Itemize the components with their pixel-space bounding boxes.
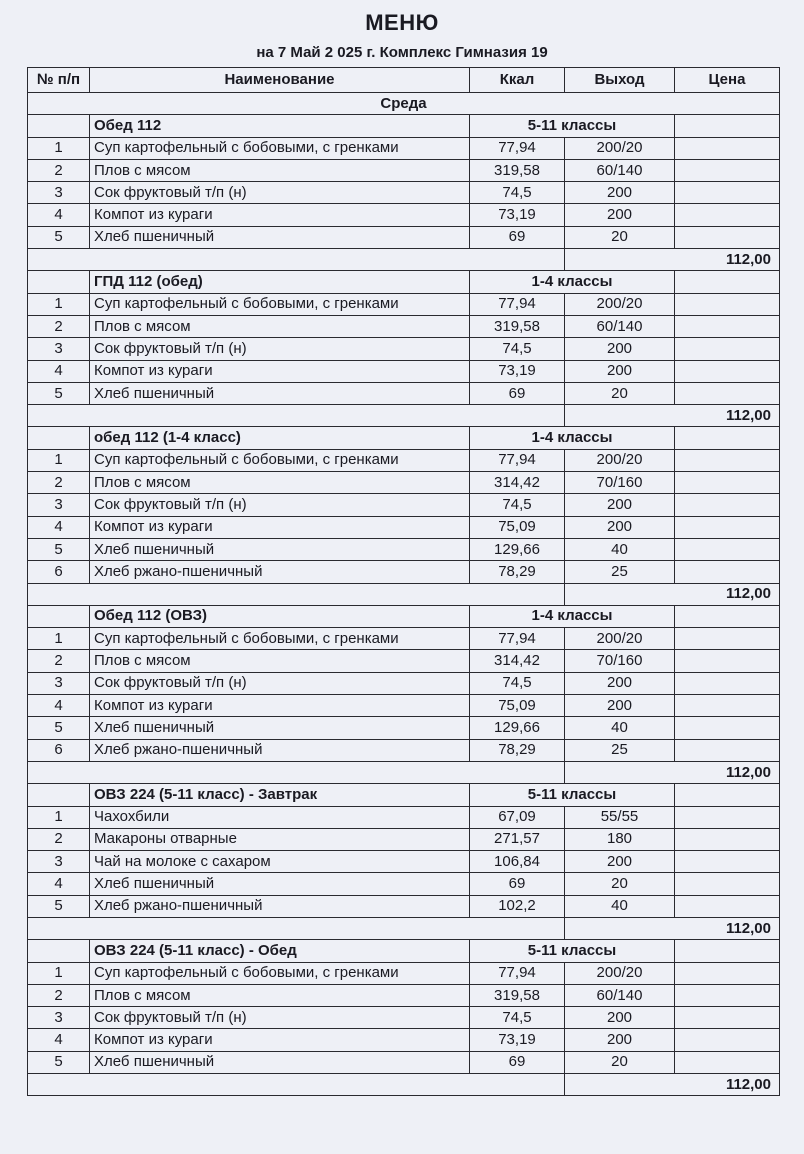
table-row (28, 806, 780, 828)
item-name: Компот из кураги (90, 516, 470, 538)
header-price: Цена (675, 68, 780, 93)
item-name: Суп картофельный с бобовыми, с гренками (90, 137, 470, 159)
item-price (675, 338, 780, 360)
item-name: Суп картофельный с бобовыми, с гренками (90, 293, 470, 315)
item-name: Хлеб пшеничный (90, 538, 470, 560)
item-num: 3 (28, 494, 90, 516)
item-name: Хлеб ржано-пшеничный (90, 895, 470, 917)
section-header-row (28, 605, 780, 627)
item-num: 3 (28, 182, 90, 204)
item-kcal: 319,58 (470, 984, 565, 1006)
table-row (28, 561, 780, 583)
section-name: Обед 112 (90, 115, 470, 137)
table-row (28, 672, 780, 694)
item-kcal: 78,29 (470, 739, 565, 761)
item-kcal: 74,5 (470, 494, 565, 516)
item-name: Плов с мясом (90, 984, 470, 1006)
item-num: 1 (28, 137, 90, 159)
section-total: 112,00 (565, 249, 780, 271)
item-out: 200 (565, 695, 675, 717)
section-group: 5-11 классы (470, 784, 675, 806)
item-price (675, 1007, 780, 1029)
item-name: Сок фруктовый т/п (н) (90, 1007, 470, 1029)
section-header-row (28, 271, 780, 293)
item-out: 70/160 (565, 650, 675, 672)
item-kcal: 73,19 (470, 1029, 565, 1051)
header-num: № п/п (28, 68, 90, 93)
item-num: 1 (28, 806, 90, 828)
item-num: 3 (28, 672, 90, 694)
item-price (675, 538, 780, 560)
section-price-cell (675, 784, 780, 806)
section-name: обед 112 (1-4 класс) (90, 427, 470, 449)
table-row (28, 717, 780, 739)
section-num-cell (28, 940, 90, 962)
item-num: 5 (28, 895, 90, 917)
item-out: 60/140 (565, 159, 675, 181)
menu-table (27, 67, 780, 1096)
item-kcal: 77,94 (470, 962, 565, 984)
table-row (28, 449, 780, 471)
item-name: Компот из кураги (90, 695, 470, 717)
table-row (28, 538, 780, 560)
item-name: Суп картофельный с бобовыми, с гренками (90, 962, 470, 984)
section-total-row (28, 249, 780, 271)
item-name: Сок фруктовый т/п (н) (90, 182, 470, 204)
item-kcal: 106,84 (470, 851, 565, 873)
item-kcal: 73,19 (470, 204, 565, 226)
section-num-cell (28, 271, 90, 293)
item-kcal: 75,09 (470, 695, 565, 717)
item-out: 25 (565, 561, 675, 583)
section-header-row (28, 115, 780, 137)
header-row (28, 68, 780, 93)
table-row (28, 895, 780, 917)
item-num: 6 (28, 561, 90, 583)
item-out: 60/140 (565, 315, 675, 337)
table-row (28, 984, 780, 1006)
item-price (675, 472, 780, 494)
item-kcal: 78,29 (470, 561, 565, 583)
item-price (675, 561, 780, 583)
item-price (675, 159, 780, 181)
table-row (28, 962, 780, 984)
item-out: 40 (565, 895, 675, 917)
item-out: 200 (565, 360, 675, 382)
header-name: Наименование (90, 68, 470, 93)
item-num: 2 (28, 472, 90, 494)
table-row (28, 516, 780, 538)
item-out: 180 (565, 828, 675, 850)
section-group: 1-4 классы (470, 605, 675, 627)
section-group: 1-4 классы (470, 271, 675, 293)
item-name: Суп картофельный с бобовыми, с гренками (90, 628, 470, 650)
item-name: Макароны отварные (90, 828, 470, 850)
item-name: Компот из кураги (90, 1029, 470, 1051)
table-row (28, 739, 780, 761)
table-row (28, 472, 780, 494)
item-name: Сок фруктовый т/п (н) (90, 338, 470, 360)
item-out: 200 (565, 516, 675, 538)
total-blank (28, 1074, 565, 1096)
header-out: Выход (565, 68, 675, 93)
table-row (28, 338, 780, 360)
item-kcal: 319,58 (470, 315, 565, 337)
item-num: 4 (28, 516, 90, 538)
item-name: Компот из кураги (90, 360, 470, 382)
item-out: 200 (565, 494, 675, 516)
item-price (675, 382, 780, 404)
table-row (28, 695, 780, 717)
item-kcal: 77,94 (470, 628, 565, 650)
item-out: 200/20 (565, 962, 675, 984)
page-subtitle: на 7 Май 2 025 г. Комплекс Гимназия 19 (256, 44, 548, 61)
item-out: 200 (565, 1007, 675, 1029)
item-price (675, 494, 780, 516)
item-name: Чахохбили (90, 806, 470, 828)
section-total: 112,00 (565, 405, 780, 427)
section-price-cell (675, 427, 780, 449)
item-name: Компот из кураги (90, 204, 470, 226)
item-name: Чай на молоке с сахаром (90, 851, 470, 873)
item-price (675, 182, 780, 204)
table-row (28, 315, 780, 337)
item-out: 70/160 (565, 472, 675, 494)
section-name: ОВЗ 224 (5-11 класс) - Обед (90, 940, 470, 962)
table-row (28, 628, 780, 650)
item-num: 5 (28, 717, 90, 739)
item-out: 200 (565, 338, 675, 360)
item-out: 55/55 (565, 806, 675, 828)
table-row (28, 182, 780, 204)
item-out: 200/20 (565, 293, 675, 315)
table-row (28, 204, 780, 226)
item-kcal: 129,66 (470, 717, 565, 739)
table-row (28, 226, 780, 248)
item-price (675, 1051, 780, 1073)
item-price (675, 315, 780, 337)
item-num: 2 (28, 650, 90, 672)
section-name: ГПД 112 (обед) (90, 271, 470, 293)
item-kcal: 77,94 (470, 449, 565, 471)
item-num: 5 (28, 538, 90, 560)
item-num: 2 (28, 159, 90, 181)
item-name: Хлеб пшеничный (90, 873, 470, 895)
item-name: Хлеб пшеничный (90, 717, 470, 739)
item-out: 200/20 (565, 137, 675, 159)
page-title: МЕНЮ (365, 10, 439, 35)
item-num: 2 (28, 315, 90, 337)
section-total-row (28, 761, 780, 783)
section-price-cell (675, 940, 780, 962)
section-total-row (28, 405, 780, 427)
item-out: 20 (565, 382, 675, 404)
table-row (28, 293, 780, 315)
section-name: Обед 112 (ОВЗ) (90, 605, 470, 627)
item-price (675, 895, 780, 917)
total-blank (28, 405, 565, 427)
item-name: Плов с мясом (90, 159, 470, 181)
item-price (675, 293, 780, 315)
table-row (28, 1007, 780, 1029)
item-num: 6 (28, 739, 90, 761)
item-name: Хлеб пшеничный (90, 226, 470, 248)
item-out: 200/20 (565, 449, 675, 471)
section-num-cell (28, 784, 90, 806)
header-kcal: Ккал (470, 68, 565, 93)
item-num: 3 (28, 851, 90, 873)
item-kcal: 77,94 (470, 293, 565, 315)
section-total-row (28, 583, 780, 605)
item-name: Сок фруктовый т/п (н) (90, 672, 470, 694)
item-price (675, 449, 780, 471)
item-out: 200 (565, 672, 675, 694)
item-name: Хлеб ржано-пшеничный (90, 561, 470, 583)
section-header-row (28, 940, 780, 962)
item-num: 5 (28, 1051, 90, 1073)
item-out: 60/140 (565, 984, 675, 1006)
item-kcal: 102,2 (470, 895, 565, 917)
item-price (675, 695, 780, 717)
table-row (28, 828, 780, 850)
section-num-cell (28, 605, 90, 627)
item-price (675, 962, 780, 984)
item-kcal: 69 (470, 226, 565, 248)
section-price-cell (675, 605, 780, 627)
section-total-row (28, 1074, 780, 1096)
item-price (675, 650, 780, 672)
section-price-cell (675, 115, 780, 137)
item-out: 25 (565, 739, 675, 761)
item-kcal: 77,94 (470, 137, 565, 159)
item-out: 200 (565, 204, 675, 226)
item-kcal: 271,57 (470, 828, 565, 850)
item-kcal: 74,5 (470, 338, 565, 360)
item-num: 4 (28, 695, 90, 717)
table-row (28, 851, 780, 873)
total-blank (28, 917, 565, 939)
item-price (675, 739, 780, 761)
item-price (675, 360, 780, 382)
item-num: 2 (28, 828, 90, 850)
item-name: Суп картофельный с бобовыми, с гренками (90, 449, 470, 471)
table-row (28, 360, 780, 382)
section-total: 112,00 (565, 917, 780, 939)
day-row (28, 93, 780, 115)
item-price (675, 516, 780, 538)
item-out: 200 (565, 182, 675, 204)
item-out: 40 (565, 538, 675, 560)
item-kcal: 69 (470, 1051, 565, 1073)
item-out: 200 (565, 851, 675, 873)
item-kcal: 74,5 (470, 182, 565, 204)
item-num: 4 (28, 1029, 90, 1051)
item-out: 40 (565, 717, 675, 739)
section-total-row (28, 917, 780, 939)
table-row (28, 1051, 780, 1073)
item-price (675, 204, 780, 226)
item-name: Хлеб пшеничный (90, 1051, 470, 1073)
item-name: Плов с мясом (90, 472, 470, 494)
item-num: 4 (28, 360, 90, 382)
item-price (675, 873, 780, 895)
table-row (28, 650, 780, 672)
item-kcal: 129,66 (470, 538, 565, 560)
section-total: 112,00 (565, 583, 780, 605)
item-num: 1 (28, 962, 90, 984)
item-out: 20 (565, 226, 675, 248)
item-price (675, 828, 780, 850)
section-name: ОВЗ 224 (5-11 класс) - Завтрак (90, 784, 470, 806)
item-kcal: 319,58 (470, 159, 565, 181)
table-row (28, 382, 780, 404)
item-kcal: 73,19 (470, 360, 565, 382)
item-name: Плов с мясом (90, 315, 470, 337)
section-total: 112,00 (565, 761, 780, 783)
item-price (675, 137, 780, 159)
item-price (675, 226, 780, 248)
table-row (28, 494, 780, 516)
item-num: 3 (28, 1007, 90, 1029)
item-price (675, 717, 780, 739)
item-price (675, 984, 780, 1006)
section-group: 5-11 классы (470, 940, 675, 962)
total-blank (28, 761, 565, 783)
table-row (28, 137, 780, 159)
item-out: 20 (565, 873, 675, 895)
section-header-row (28, 427, 780, 449)
item-price (675, 1029, 780, 1051)
item-num: 2 (28, 984, 90, 1006)
section-group: 1-4 классы (470, 427, 675, 449)
item-price (675, 628, 780, 650)
section-price-cell (675, 271, 780, 293)
section-header-row (28, 784, 780, 806)
item-kcal: 67,09 (470, 806, 565, 828)
item-num: 5 (28, 226, 90, 248)
item-kcal: 75,09 (470, 516, 565, 538)
table-row (28, 159, 780, 181)
item-kcal: 74,5 (470, 672, 565, 694)
item-out: 200/20 (565, 628, 675, 650)
item-name: Сок фруктовый т/п (н) (90, 494, 470, 516)
item-price (675, 851, 780, 873)
item-num: 1 (28, 628, 90, 650)
item-num: 1 (28, 293, 90, 315)
item-kcal: 314,42 (470, 650, 565, 672)
section-group: 5-11 классы (470, 115, 675, 137)
item-name: Плов с мясом (90, 650, 470, 672)
item-out: 200 (565, 1029, 675, 1051)
item-kcal: 69 (470, 382, 565, 404)
total-blank (28, 583, 565, 605)
item-out: 20 (565, 1051, 675, 1073)
item-name: Хлеб пшеничный (90, 382, 470, 404)
item-num: 5 (28, 382, 90, 404)
day-label: Среда (28, 93, 780, 115)
item-num: 3 (28, 338, 90, 360)
item-kcal: 314,42 (470, 472, 565, 494)
item-price (675, 806, 780, 828)
item-kcal: 74,5 (470, 1007, 565, 1029)
item-price (675, 672, 780, 694)
item-kcal: 69 (470, 873, 565, 895)
total-blank (28, 249, 565, 271)
table-row (28, 1029, 780, 1051)
item-num: 1 (28, 449, 90, 471)
table-row (28, 873, 780, 895)
item-name: Хлеб ржано-пшеничный (90, 739, 470, 761)
section-num-cell (28, 427, 90, 449)
item-num: 4 (28, 873, 90, 895)
section-total: 112,00 (565, 1074, 780, 1096)
section-num-cell (28, 115, 90, 137)
item-num: 4 (28, 204, 90, 226)
menu-body (28, 93, 780, 1096)
